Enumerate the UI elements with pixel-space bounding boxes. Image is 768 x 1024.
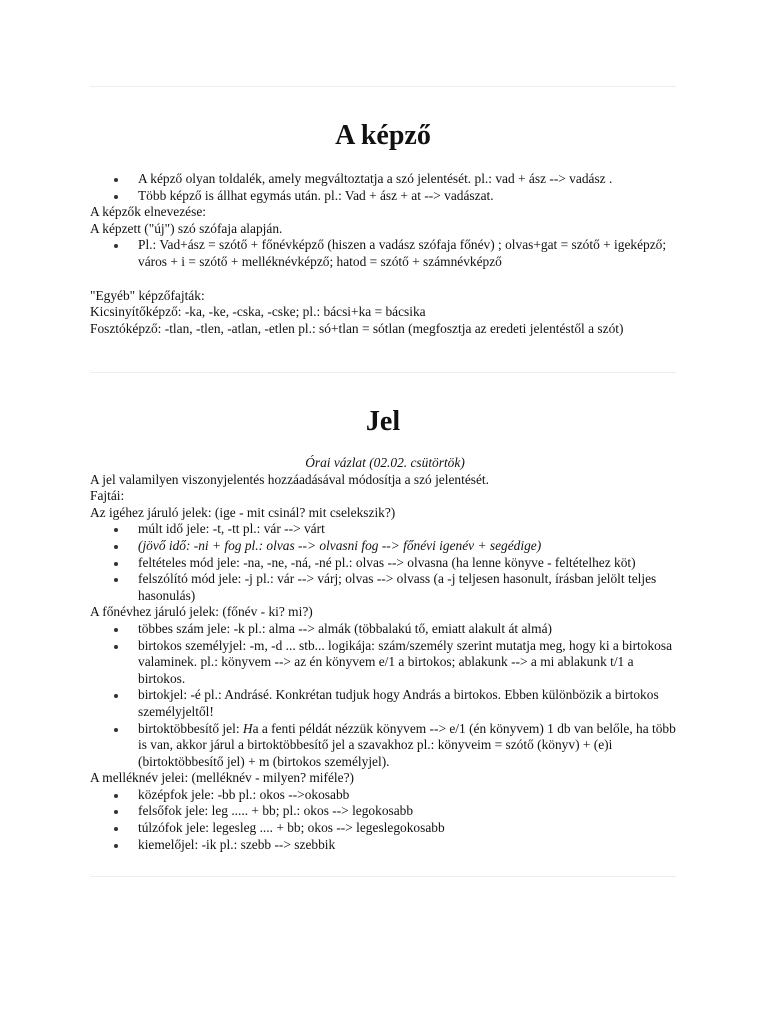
text-line: A képzők elnevezése: <box>90 204 206 220</box>
list-item: felszólító mód jele: -j pl.: vár --> várj; olvas --> olvass (a -j teljesen hasonult, írásban jelölt teljes hasonulás) <box>138 571 680 604</box>
section-title-kepzo: A képző <box>335 120 431 151</box>
list-item: múlt idő jele: -t, -tt pl.: vár --> várt <box>138 521 680 538</box>
igehez-heading: Az igéhez járuló jelek: (ige - mit csinál? mit cselekszik?) <box>90 504 396 520</box>
text-line: "Egyéb" képzőfajták: <box>90 287 205 303</box>
text-line: A jel valamilyen viszonyjelentés hozzáadásával módosítja a szó jelentését. <box>90 471 489 487</box>
italic-span: H <box>242 720 253 736</box>
list-item: birtokos személyjel: -m, -d ... stb... logikája: szám/személy szerint mutatja meg, hogy ki a birtokosa valaminek. pl.: könyvem --> az én könyvem e/1 a birtokos; ablakunk --> a mi ablakunk t/1 a birtokos. <box>138 638 680 688</box>
text-line: A képzett ("új") szó szófaja alapján. <box>90 220 283 236</box>
section-jel-body <box>90 455 680 853</box>
mellekn-list <box>90 787 680 853</box>
list-item: túlzófok jele: legesleg .... + bb; okos --> legeslegokosabb <box>138 820 680 837</box>
kepzo-example-list <box>90 237 680 270</box>
list-item: felsőfok jele: leg ..... + bb; pl.: okos --> legokosabb <box>138 803 680 820</box>
text-line: Fosztóképző: -tlan, -tlen, -atlan, -etlen pl.: só+tlan = sótlan (megfosztja az eredeti jelentéstől a szót) <box>90 320 624 336</box>
section-kepzo-body <box>90 171 680 337</box>
subtitle: Órai vázlat (02.02. csütörtök) <box>305 455 465 470</box>
fonevhez-heading: A főnévhez járuló jelek: (főnév - ki? mi?) <box>90 604 313 620</box>
list-item: Pl.: Vad+ász = szótő + főnévképző (hiszen a vadász szófaja főnév) ; olvas+gat = szótő + igeképző; város + i = szótő + melléknévképző; hatod = szótő + számnévképző <box>138 237 680 270</box>
igehez-list <box>90 521 680 604</box>
text-span: a a fenti példát nézzük könyvem --> e/1 (én könyvem) 1 db van belőle, ha több is van, akkor járul a birtoktöbbesítő jel a szavakhoz pl.: könyveim = szótő (könyv) + (e)i (birtoktöbbesítő jel) + m (birtokos személyjel). <box>138 720 676 769</box>
top-divider <box>90 86 676 87</box>
bottom-divider <box>90 876 676 877</box>
text-span: birtoktöbbesítő jel: <box>138 720 243 736</box>
list-item <box>138 721 680 771</box>
list-item: középfok jele: -bb pl.: okos -->okosabb <box>138 787 680 804</box>
kepzo-bullet-list <box>90 171 680 204</box>
spacer <box>90 271 680 288</box>
fonevhez-list <box>90 621 680 770</box>
list-item: többes szám jele: -k pl.: alma --> almák (többalakú tő, emiatt alakult át almá) <box>138 621 680 638</box>
section-title-jel: Jel <box>365 406 401 437</box>
section-divider <box>90 372 676 373</box>
text-line: Fajtái: <box>90 488 125 504</box>
list-item: kiemelőjel: -ik pl.: szebb --> szebbik <box>138 837 680 854</box>
list-item: A képző olyan toldalék, amely megváltoztatja a szó jelentését. pl.: vad + ász --> vadász . <box>138 171 680 188</box>
list-item: (jövő idő: -ni + fog pl.: olvas --> olvasni fog --> főnévi igenév + segédige) <box>138 538 680 555</box>
mellekn-heading: A melléknév jelei: (melléknév - milyen? miféle?) <box>90 770 354 786</box>
list-item: Több képző is állhat egymás után. pl.: Vad + ász + at --> vadászat. <box>138 188 680 205</box>
list-item: birtokjel: -é pl.: Andrásé. Konkrétan tudjuk hogy András a birtokos. Ebben különbözik a birtokos személyjeltől! <box>138 687 680 720</box>
list-item: feltételes mód jele: -na, -ne, -ná, -né pl.: olvas --> olvasna (ha lenne könyve - feltételhez köt) <box>138 555 680 572</box>
text-line: Kicsinyítőképző: -ka, -ke, -cska, -cske; pl.: bácsi+ka = bácsika <box>90 304 426 320</box>
